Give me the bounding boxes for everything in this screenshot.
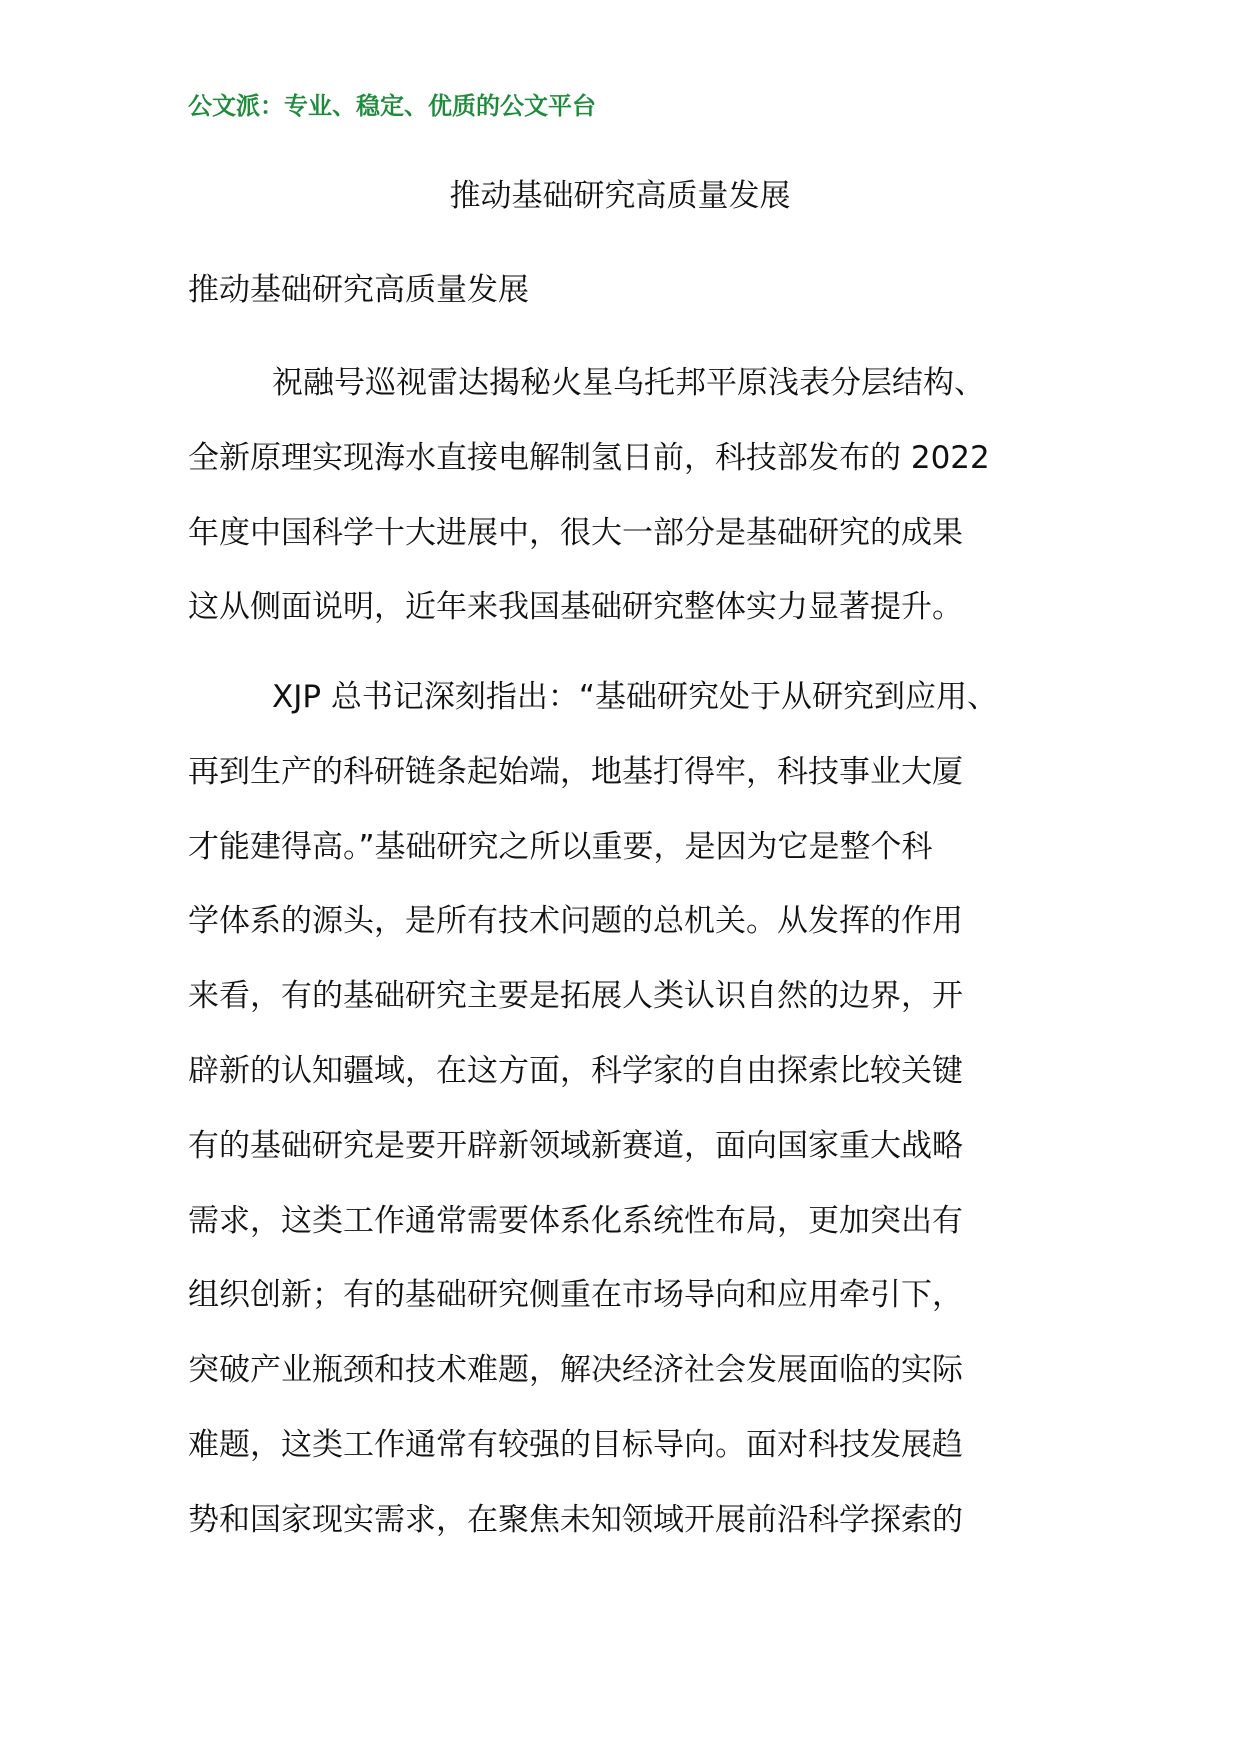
- paragraph-line: 组织创新；有的基础研究侧重在市场导向和应用牵引下，: [188, 1277, 963, 1314]
- document-subtitle: 推动基础研究高质量发展: [188, 272, 529, 308]
- paragraph-2: [188, 660, 1068, 1558]
- paragraph-line: XJP 总书记深刻指出：“基础研究处于从研究到应用、: [272, 679, 998, 715]
- paragraph-line: 祝融号巡视雷达揭秘火星乌托邦平原浅表分层结构、: [272, 365, 985, 401]
- paragraph-line: 势和国家现实需求，在聚焦未知领域开展前沿科学探索的: [188, 1501, 963, 1538]
- paragraph-line: 学体系的源头，是所有技术问题的总机关。从发挥的作用: [188, 903, 963, 940]
- paragraph-line: 全新原理实现海水直接电解制氢日前，科技部发布的 2022: [188, 439, 990, 476]
- header-slogan: 公文派：专业、稳定、优质的公文平台: [188, 92, 596, 120]
- paragraph-line: 难题，这类工作通常有较强的目标导向。面对科技发展趋: [188, 1426, 963, 1463]
- paragraph-line: 突破产业瓶颈和技术难题，解决经济社会发展面临的实际: [188, 1352, 963, 1389]
- paragraph-line: 来看，有的基础研究主要是拓展人类认识自然的边界，开: [188, 978, 963, 1015]
- paragraph-line: 年度中国科学十大进展中，很大一部分是基础研究的成果: [188, 514, 963, 551]
- paragraph-1: [188, 346, 1068, 645]
- paragraph-line: 再到生产的科研链条起始端，地基打得牢，科技事业大厦: [188, 753, 963, 790]
- paragraph-line: 需求，这类工作通常需要体系化系统性布局，更加突出有: [188, 1202, 963, 1239]
- paragraph-line: 有的基础研究是要开辟新领域新赛道，面向国家重大战略: [188, 1127, 963, 1164]
- document-title: 推动基础研究高质量发展: [449, 178, 791, 214]
- paragraph-line: 才能建得高。”基础研究之所以重要，是因为它是整个科: [188, 828, 933, 865]
- paragraph-line: 辟新的认知疆域，在这方面，科学家的自由探索比较关键: [188, 1052, 963, 1089]
- paragraph-line: 这从侧面说明，近年来我国基础研究整体实力显著提升。: [188, 589, 963, 626]
